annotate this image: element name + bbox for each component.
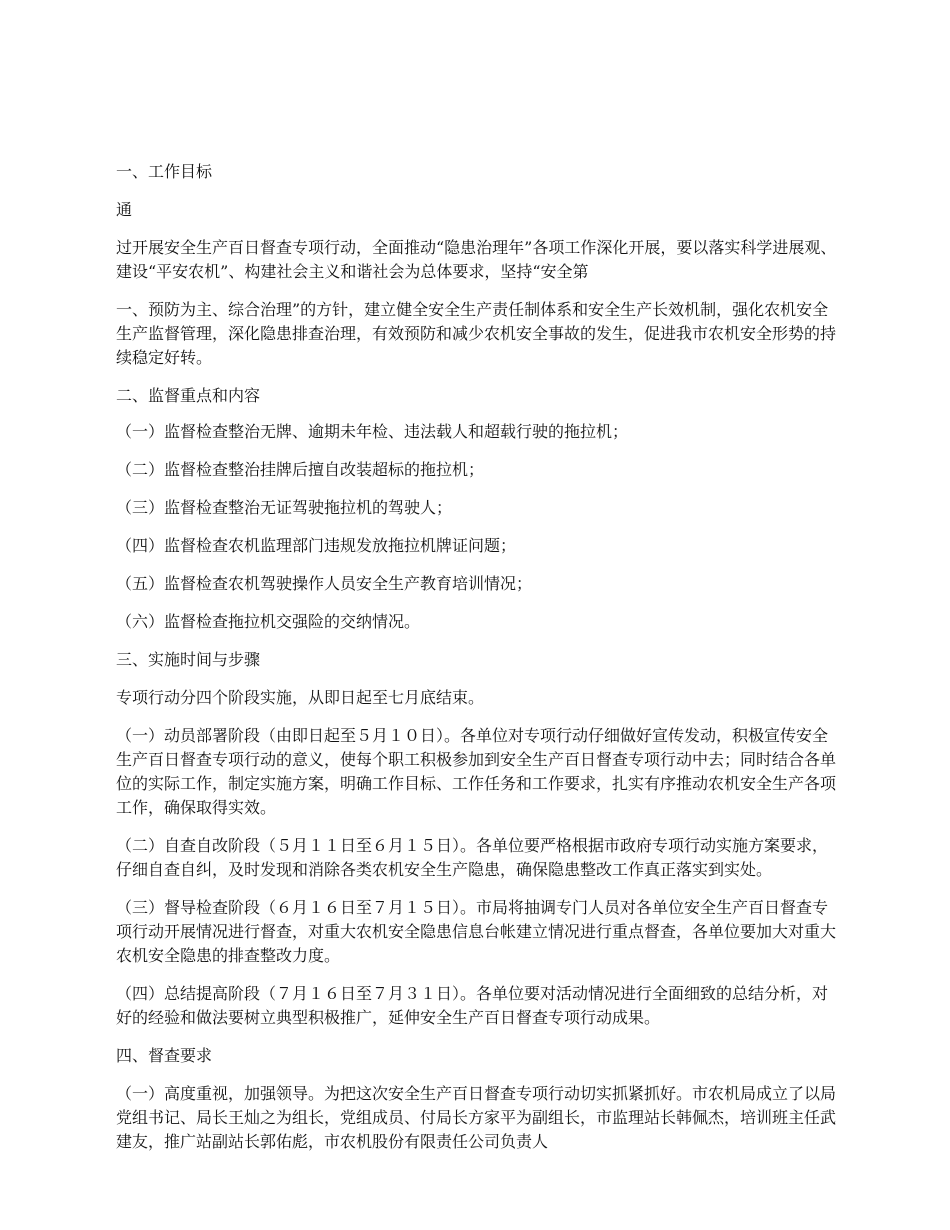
paragraph: 一、预防为主、综合治理”的方针，建立健全安全生产责任制体系和安全生产长效机制，强化农机安全生产监督管理，深化隐患排查治理，有效预防和减少农机安全事故的发生，促进我市农机安全形势的持续稳定好转。 [116, 300, 837, 367]
paragraph: （一）动员部署阶段（由即日起至５月１０日）。各单位对专项行动仔细做好宣传发动，积极宣传安全生产百日督查专项行动的意义，使每个职工积极参加到安全生产百日督查专项行动中去；同时结合各单位的实际工作，制定实施方案，明确工作目标、工作任务和工作要求，扎实有序推动农机安全生产各项工作，确保取得实效。 [116, 726, 837, 817]
list-item: （四）监督检查农机监理部门违规发放拖拉机牌证问题； [116, 536, 517, 555]
section-heading-goals: 一、工作目标 [116, 162, 213, 181]
paragraph: （二）自查自改阶段（５月１１日至６月１５日）。各单位要严格根据市政府专项行动实施方案要求，仔细自查自纠，及时发现和消除各类农机安全生产隐患，确保隐患整改工作真正落实到实处。 [116, 836, 829, 879]
list-item: （一）监督检查整治无牌、逾期未年检、违法载人和超载行驶的拖拉机； [116, 422, 629, 441]
section-heading-focus: 二、监督重点和内容 [116, 386, 261, 405]
paragraph: 通 [116, 200, 133, 219]
section-heading-schedule: 三、实施时间与步骤 [116, 650, 261, 669]
paragraph: （四）总结提高阶段（７月１６日至７月３１日）。各单位要对活动情况进行全面细致的总结分析，对好的经验和做法要树立典型积极推广，延伸安全生产百日督查专项行动成果。 [116, 984, 829, 1027]
paragraph: （三）督导检查阶段（６月１６日至７月１５日）。市局将抽调专门人员对各单位安全生产百日督查专项行动开展情况进行督查，对重大农机安全隐患信息台帐建立情况进行重点督查，各单位要加大对重大农机安全隐患的排查整改力度。 [116, 898, 837, 965]
paragraph: （一）高度重视，加强领导。为把这次安全生产百日督查专项行动切实抓紧抓好。市农机局成立了以局党组书记、局长王灿之为组长，党组成员、付局长方家平为副组长，市监理站长韩佩杰，培训班主任武建友，推广站副站长郭佑彪，市农机股份有限责任公司负责人 [116, 1084, 837, 1151]
list-item: （二）监督检查整治挂牌后擅自改装超标的拖拉机； [116, 460, 485, 479]
paragraph: 过开展安全生产百日督查专项行动，全面推动“隐患治理年”各项工作深化开展，要以落实科学进展观、建设“平安农机”、构建社会主义和谐社会为总体要求，坚持“安全第 [116, 238, 837, 281]
paragraph: 专项行动分四个阶段实施，从即日起至七月底结束。 [116, 688, 485, 707]
document-body [116, 160, 838, 1168]
section-heading-requirements: 四、督查要求 [116, 1046, 213, 1065]
list-item: （三）监督检查整治无证驾驶拖拉机的驾驶人； [116, 498, 453, 517]
list-item: （六）监督检查拖拉机交强险的交纳情况。 [116, 612, 421, 631]
list-item: （五）监督检查农机驾驶操作人员安全生产教育培训情况； [116, 574, 533, 593]
